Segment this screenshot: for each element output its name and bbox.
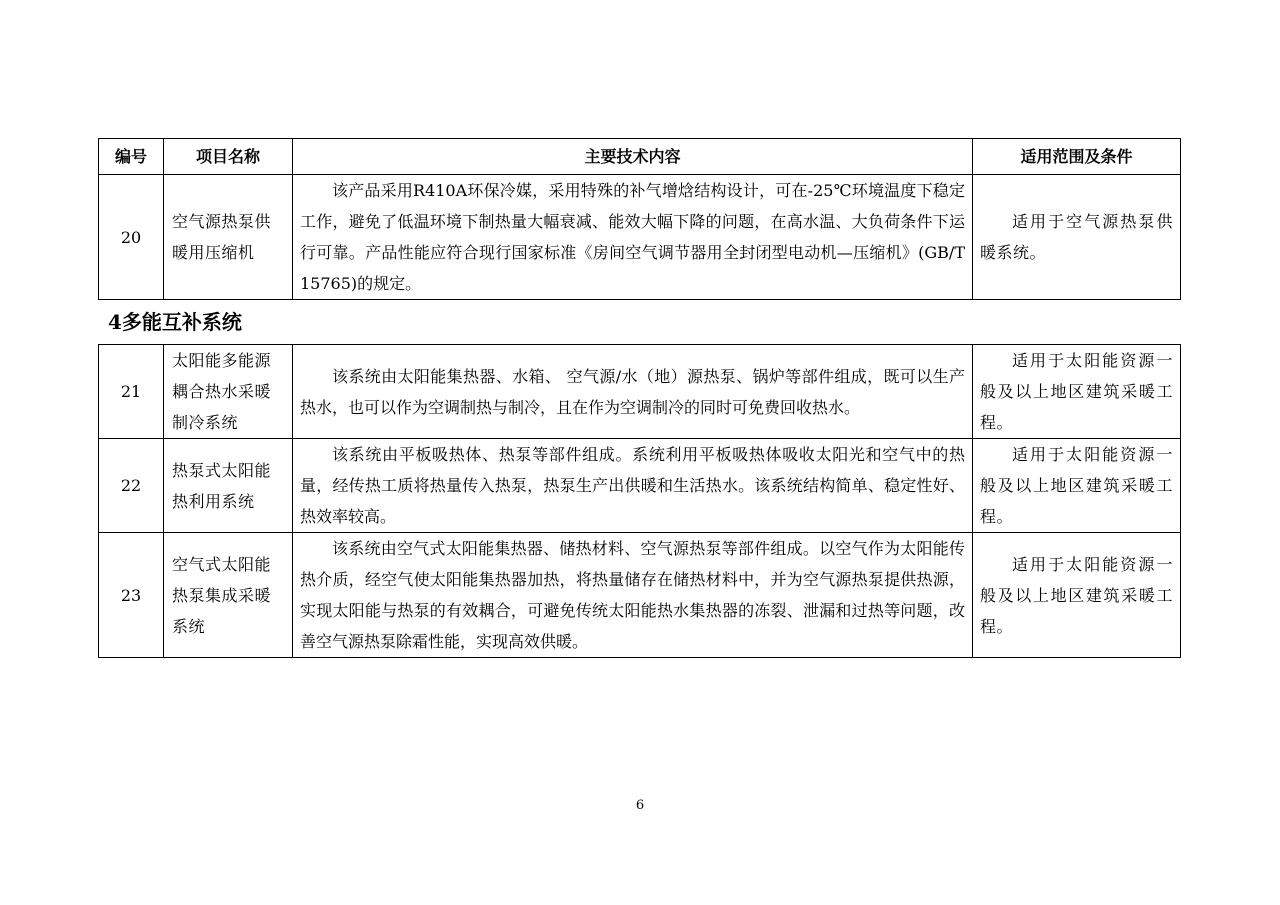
row-number: 21 (99, 345, 164, 439)
table-row (99, 345, 1181, 439)
page-number: 6 (635, 798, 645, 813)
row-scope: 适用于太阳能资源一般及以上地区建筑采暖工程。 (973, 439, 1181, 533)
header-scope: 适用范围及条件 (973, 139, 1181, 175)
row-number: 23 (99, 533, 164, 658)
technology-table-2 (98, 344, 1181, 658)
row-number: 22 (99, 439, 164, 533)
row-content: 该系统由平板吸热体、热泵等部件组成。系统利用平板吸热体吸收太阳光和空气中的热量，经传热工质将热量传入热泵，热泵生产出供暖和生活热水。该系统结构简单、稳定性好、热效率较高。 (293, 439, 973, 533)
row-project-name: 太阳能多能源耦合热水采暖制冷系统 (164, 345, 293, 439)
header-project-name: 项目名称 (164, 139, 293, 175)
header-main-content: 主要技术内容 (293, 139, 973, 175)
row-content: 该系统由空气式太阳能集热器、储热材料、空气源热泵等部件组成。以空气作为太阳能传热介质，经空气使太阳能集热器加热，将热量储存在储热材料中，并为空气源热泵提供热源，实现太阳能与热泵的有效耦合，可避免传统太阳能热水集热器的冻裂、泄漏和过热等问题，改善空气源热泵除霜性能，实现高效供暖。 (293, 533, 973, 658)
row-scope: 适用于太阳能资源一般及以上地区建筑采暖工程。 (973, 345, 1181, 439)
table-row (99, 175, 1181, 300)
table-row (99, 439, 1181, 533)
row-project-name: 空气源热泵供暖用压缩机 (164, 175, 293, 300)
row-scope: 适用于空气源热泵供暖系统。 (973, 175, 1181, 300)
table-row (99, 533, 1181, 658)
table-header-row (99, 139, 1181, 175)
row-project-name: 热泵式太阳能热利用系统 (164, 439, 293, 533)
row-project-name: 空气式太阳能热泵集成采暖系统 (164, 533, 293, 658)
row-content: 该产品采用R410A环保冷媒，采用特殊的补气增焓结构设计，可在-25℃环境温度下稳定工作，避免了低温环境下制热量大幅衰减、能效大幅下降的问题，在高水温、大负荷条件下运行可靠。产品性能应符合现行国家标准《房间空气调节器用全封闭型电动机—压缩机》(GB/T 15765)的规定。 (293, 175, 973, 300)
row-number: 20 (99, 175, 164, 300)
row-content: 该系统由太阳能集热器、水箱、 空气源/水（地）源热泵、锅炉等部件组成，既可以生产热水，也可以作为空调制热与制冷，且在作为空调制冷的同时可免费回收热水。 (293, 345, 973, 439)
header-number: 编号 (99, 139, 164, 175)
section-heading: 4多能互补系统 (108, 310, 242, 334)
row-scope: 适用于太阳能资源一般及以上地区建筑采暖工程。 (973, 533, 1181, 658)
technology-table-1 (98, 138, 1181, 300)
